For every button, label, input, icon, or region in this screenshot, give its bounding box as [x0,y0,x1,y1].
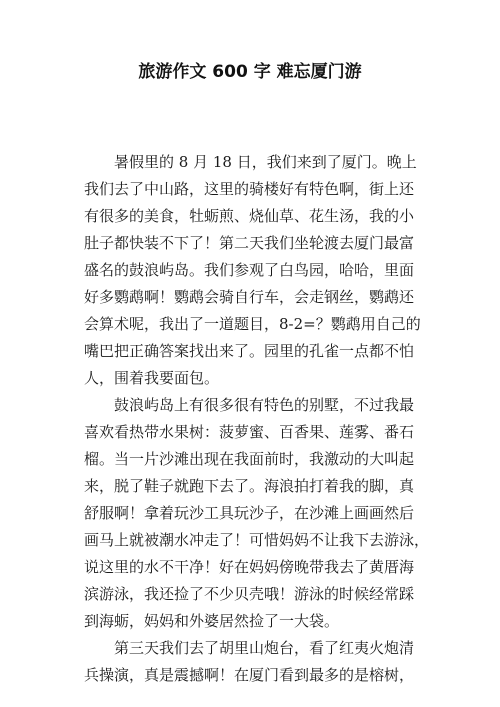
paragraph-line: 人，围着我要面包。 [84,369,220,387]
paragraph-line: 兵操演，真是震撼啊！在厦门看到最多的是榕树， [84,666,415,684]
paragraph-line: 喜欢看热带水果树：菠萝蜜、百香果、莲雾、番石 [84,423,415,441]
paragraph-line: 到海蛎，妈妈和外婆居然捡了一大袋。 [84,612,340,630]
paragraph-line: 好多鹦鹉啊！鹦鹉会骑自行车，会走钢丝，鹦鹉还 [84,288,415,306]
paragraph-line: 来，脱了鞋子就跑下去了。海浪拍打着我的脚，真 [84,477,415,495]
paragraph-line: 嘴巴把正确答案找出来了。园里的孔雀一点都不怕 [84,342,415,360]
paragraph-line: 说这里的水不干净！好在妈妈傍晚带我去了黄厝海 [84,558,415,576]
paragraph-line: 肚子都快装不下了！第二天我们坐轮渡去厦门最富 [84,234,415,252]
paragraph-line: 盛名的鼓浪屿岛。我们参观了白鸟园，哈哈，里面 [84,261,415,279]
paragraph-line: 舒服啊！拿着玩沙工具玩沙子，在沙滩上画画然后 [84,504,415,522]
paragraph-line: 会算术呢，我出了一道题目，8-2=？鹦鹉用自己的 [84,315,421,333]
paragraph-line: 榴。当一片沙滩出现在我面前时，我激动的大叫起 [84,450,415,468]
page-title: 旅游作文 600 字 难忘厦门游 [138,62,362,82]
paragraph-line: 鼓浪屿岛上有很多很有特色的别墅，不过我最 [114,396,415,414]
paragraph-line: 暑假里的 8 月 18 日，我们来到了厦门。晚上 [114,153,417,171]
paragraph-line: 滨游泳，我还捡了不少贝壳哦！游泳的时候经常踩 [84,585,415,603]
paragraph-line: 我们去了中山路，这里的骑楼好有特色啊，街上还 [84,180,415,198]
paragraph-line: 画马上就被潮水冲走了！可惜妈妈不让我下去游泳， [84,531,430,549]
paragraph-line: 第三天我们去了胡里山炮台，看了红夷火炮清 [114,639,415,657]
paragraph-line: 有很多的美食，牡蛎煎、烧仙草、花生汤，我的小 [84,207,415,225]
